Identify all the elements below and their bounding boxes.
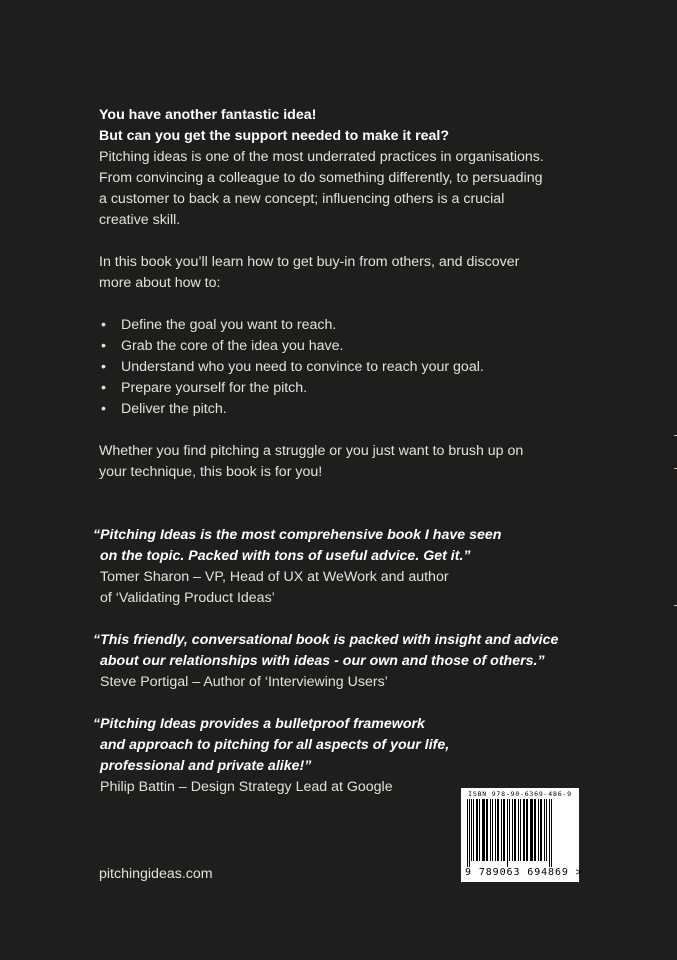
barcode-bar [469, 799, 470, 867]
barcode-bar [546, 799, 547, 861]
testimonial-attribution: Tomer Sharon – VP, Head of UX at WeWork and author [100, 569, 449, 585]
learn-paragraph [99, 252, 559, 294]
barcode-bar [530, 799, 533, 861]
barcode-bar [509, 799, 510, 861]
testimonial [93, 630, 563, 693]
list-item: • Deliver the pitch. [99, 399, 559, 420]
barcode-bar [551, 799, 552, 867]
intro-paragraph-line: creative skill. [99, 212, 181, 228]
isbn-barcode [461, 788, 583, 882]
list-item: • Understand who you need to convince to reach your goal. [99, 357, 559, 378]
closing-paragraph [99, 441, 559, 483]
barcode-bar [512, 799, 513, 861]
testimonial-quote: “This friendly, conversational book is packed with insight and advice about our relationships with ideas - our own and those of others.” [93, 632, 559, 669]
isbn-label: ISBN 978-90-6369-486-9 [468, 790, 572, 798]
barcode-bar [540, 799, 542, 861]
barcode-bar [518, 799, 519, 861]
list-item: • Define the goal you want to reach. [99, 315, 559, 336]
intro-paragraph-line: Pitching ideas is one of the most underrated practices in organisations. [99, 149, 544, 165]
barcode-bar [476, 799, 478, 861]
blurb [99, 105, 559, 483]
barcode-bar [520, 799, 521, 861]
barcode-bar [473, 799, 474, 861]
testimonial-quote: “Pitching Ideas is the most comprehensive book I have seen on the topic. Packed with tons of useful advice. Get it.” [93, 527, 502, 564]
barcode-bar [467, 799, 468, 867]
intro-paragraph [99, 147, 559, 231]
bullet-icon: • [101, 380, 106, 396]
closing-paragraph-line: your technique, this book is for you! [99, 464, 323, 480]
barcode-bar [514, 799, 516, 861]
barcode-bar [549, 799, 550, 867]
intro-paragraph-line: a customer to back a new concept; influencing others is a crucial [99, 191, 505, 207]
barcode-bar [471, 799, 472, 861]
barcode-bar [538, 799, 539, 861]
testimonial-attribution: Steve Portigal – Author of ‘Interviewing Users’ [100, 674, 388, 690]
barcode-bar [526, 799, 528, 861]
learn-paragraph-line: In this book you’ll learn how to get buy-in from others, and discover [99, 254, 520, 270]
barcode-bar [503, 799, 505, 861]
website-url: pitchingideas.com [99, 866, 213, 882]
barcode-bar [492, 799, 493, 861]
testimonial [93, 714, 563, 798]
barcode-bar [490, 799, 491, 861]
barcode-bar [482, 799, 485, 861]
closing-paragraph-line: Whether you find pitching a struggle or you just want to brush up on [99, 443, 524, 459]
learn-paragraph-line: more about how to: [99, 275, 221, 291]
bullet-icon: • [101, 401, 106, 417]
barcode-bar [534, 799, 536, 861]
testimonial-quote: “Pitching Ideas provides a bulletproof framework and approach to pitching for all aspects of your life, professional and private alike!” [93, 716, 450, 774]
barcode-bar [486, 799, 488, 861]
testimonial-attribution: Philip Battin – Design Strategy Lead at Google [100, 779, 393, 795]
edge-marks [673, 430, 677, 610]
list-item: • Grab the core of the idea you have. [99, 336, 559, 357]
barcode-bar [507, 799, 508, 867]
testimonial-attribution: of ‘Validating Product Ideas’ [100, 590, 275, 606]
barcode-bar [479, 799, 480, 861]
bullet-icon: • [101, 359, 106, 375]
headline-2: But can you get the support needed to make it real? [99, 128, 450, 144]
intro-paragraph-line: From convincing a colleague to do something differently, to persuading [99, 170, 543, 186]
barcode-digits: 9 789063 694869 > [465, 867, 583, 878]
barcode-bar [497, 799, 499, 861]
bullet-icon: • [101, 338, 106, 354]
list-item: • Prepare yourself for the pitch. [99, 378, 559, 399]
barcode-bars [465, 799, 575, 867]
bullet-icon: • [101, 317, 106, 333]
barcode-bar [501, 799, 502, 861]
testimonial [93, 525, 563, 609]
testimonials [93, 525, 563, 819]
headline-1: You have another fantastic idea! [99, 107, 317, 123]
barcode-bar [523, 799, 525, 861]
barcode-bar [495, 799, 496, 861]
barcode-bar [544, 799, 545, 861]
learning-points-list [99, 315, 559, 420]
